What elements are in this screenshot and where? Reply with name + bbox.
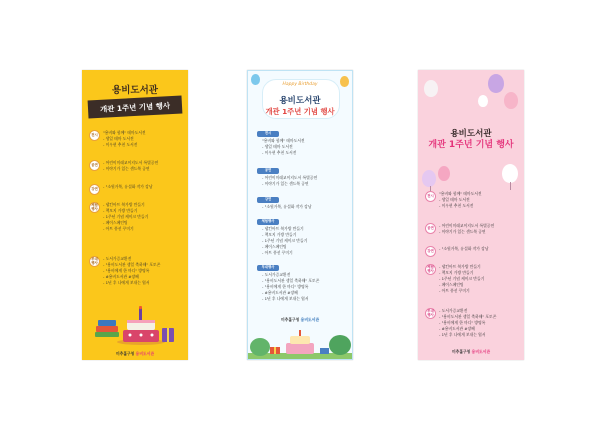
list-item: - "소원거북, 유설화 작가 강남 (439, 246, 489, 251)
section-items (439, 223, 494, 235)
list-item: - "용비에게 한 마디" 방명록 (439, 320, 486, 325)
balloon-decoration (424, 80, 438, 97)
section-items (103, 160, 158, 172)
list-item: "용비와 함께" 테마도서전 (262, 138, 305, 143)
balloon-decoration (438, 166, 450, 181)
list-item: - #용비도서관 #장혜 (262, 290, 298, 295)
section-tag: 부대 행사 (425, 308, 436, 319)
balloon-decoration (488, 74, 504, 93)
section-tag: 체험 행사 (425, 264, 436, 275)
list-item: - 이우현 추천 도서전 (439, 203, 474, 208)
list-item: - 생일 테마 도서전 (103, 136, 134, 141)
list-item: - 냅킨아트 북가방 만들기 (262, 226, 304, 231)
section-tag: 부대 행사 (89, 256, 100, 267)
section-items (262, 204, 312, 210)
list-item: - 아트 풍선 꾸미기 (103, 226, 134, 231)
list-item: - 1년 후 나에게 보내는 엽서 (103, 280, 150, 285)
section-items (439, 246, 489, 252)
list-item: - 책모지 가방 만들기 (439, 270, 474, 275)
banner-pink (418, 70, 524, 360)
list-item: - "소원거북, 유설화 작가 강남 (103, 184, 153, 189)
list-item: - 아트 풍선 꾸미기 (262, 250, 293, 255)
list-item: - #용비도서관 #장혜 (439, 326, 475, 331)
list-item: - 이야기가 있는 샌드북 공연 (439, 229, 486, 234)
section-tag: 공연 (425, 223, 436, 234)
list-item: - 냅킨아트 북가방 만들기 (439, 264, 481, 269)
party-illustration (248, 327, 353, 360)
list-item: - 어린이미래교이지도서 특별공연 (103, 160, 159, 165)
list-item: - 1주년 기념 케이크 만들기 (262, 238, 308, 243)
section-tag: 공연 (89, 160, 100, 171)
balloon-decoration (504, 92, 518, 109)
section-items (103, 256, 160, 286)
section-tag: 전시 (89, 130, 100, 141)
section-tag: 강연 (257, 197, 279, 203)
section-tag: 부대행사 (257, 265, 279, 271)
list-item: - 1주년 기념 케이크 만들기 (439, 276, 485, 281)
list-item: - "용비도서관 생일 축하해" 포토존 (262, 278, 320, 283)
list-item: - #용비도서관 #장혜 (103, 274, 139, 279)
section-tag: 체험 행사 (89, 202, 100, 213)
section-items (262, 226, 307, 256)
list-item: - 페이스페인팅 (439, 282, 464, 287)
district-logo-text: 미추홀구청 (115, 351, 135, 356)
section-tag: 공연 (257, 168, 279, 174)
list-item: - "용비도서관 생일 축하해" 포토존 (103, 262, 161, 267)
list-item: - 페이스페인팅 (262, 244, 287, 249)
balloon-string (510, 182, 511, 190)
district-logo-text: 미추홀구청 (451, 349, 471, 354)
section-tag: 강연 (425, 246, 436, 257)
list-item: - 1년 후 나에게 보내는 엽서 (262, 296, 309, 301)
list-item: - "소원거북, 유설화 작가 강남 (262, 204, 312, 209)
list-item: "용비와 함께" 테마도서전 (103, 130, 146, 135)
list-item: - "용비도서관 생일 축하해" 포토존 (439, 314, 497, 319)
list-item: - 어린이미래교이지도서 특별공연 (262, 175, 318, 180)
section-items (439, 191, 482, 209)
footer-logo (82, 351, 188, 357)
event-title: 개관 1주년 기념 행사 (428, 140, 514, 150)
balloon-decoration (502, 164, 518, 183)
list-item: - 생일 테마 도서전 (439, 197, 470, 202)
list-item: - 도서가증교환전 (439, 308, 468, 313)
library-logo-text: 용비도서관 (135, 351, 154, 356)
banner-org-title: 용비도서관 (112, 85, 158, 96)
banner-blue (247, 70, 353, 360)
section-items (262, 138, 305, 156)
list-item: - "용비에게 한 마디" 방명록 (103, 268, 150, 273)
event-ribbon (88, 96, 183, 119)
list-item: "용비와 함께" 테마도서전 (439, 191, 482, 196)
section-items (262, 175, 317, 187)
list-item: - 어린이미래교이지도서 특별공연 (439, 223, 495, 228)
section-tag: 강연 (89, 184, 100, 195)
balloon-decoration (422, 170, 436, 187)
event-title: 개관 1주년 기념 행사 (99, 100, 171, 114)
banner-org-title: 용비도서관 (279, 96, 321, 106)
birthday-cake-illustration (92, 306, 178, 348)
list-item: - 1주년 기념 케이크 만들기 (103, 214, 149, 219)
section-items (439, 264, 484, 294)
list-item: - 이우현 추천 도서전 (262, 150, 297, 155)
section-items (103, 202, 148, 232)
event-title: 개관 1주년 기념 행사 (265, 107, 335, 116)
district-logo-text: 미추홀구청 (280, 317, 300, 322)
section-items (262, 272, 319, 302)
section-tag: 전시 (257, 131, 279, 137)
library-logo-text: 용비도서관 (471, 349, 490, 354)
list-item: - 책모지 가방 만들기 (103, 208, 138, 213)
section-items (103, 130, 146, 148)
footer-logo (248, 317, 352, 323)
list-item: - 페이스페인팅 (103, 220, 128, 225)
banner-yellow (82, 70, 188, 360)
section-tag: 전시 (425, 191, 436, 202)
footer-logo (418, 349, 524, 355)
list-item: - 도서가증교환전 (262, 272, 291, 277)
library-logo-text: 용비도서관 (300, 317, 319, 322)
list-item: - 냅킨아트 북가방 만들기 (103, 202, 145, 207)
list-item: - 아트 풍선 꾸미기 (439, 288, 470, 293)
list-item: - 1년 후 나에게 보내는 엽서 (439, 332, 486, 337)
list-item: - "용비에게 한 마디" 방명록 (262, 284, 309, 289)
section-tag: 체험행사 (257, 219, 279, 225)
banner-org-title: 용비도서관 (450, 129, 492, 139)
list-item: - 생일 테마 도서전 (262, 144, 293, 149)
list-item: - 이우현 추천 도서전 (103, 142, 138, 147)
list-item: - 이야기가 있는 샌드북 공연 (262, 181, 309, 186)
happy-birthday-text: Happy Birthday (282, 82, 318, 87)
list-item: - 도서가증교환전 (103, 256, 132, 261)
balloon-decoration (478, 95, 488, 107)
list-item: - 이야기가 있는 샌드북 공연 (103, 166, 150, 171)
list-item: - 책모지 가방 만들기 (262, 232, 297, 237)
section-items (103, 184, 153, 190)
section-items (439, 308, 496, 338)
